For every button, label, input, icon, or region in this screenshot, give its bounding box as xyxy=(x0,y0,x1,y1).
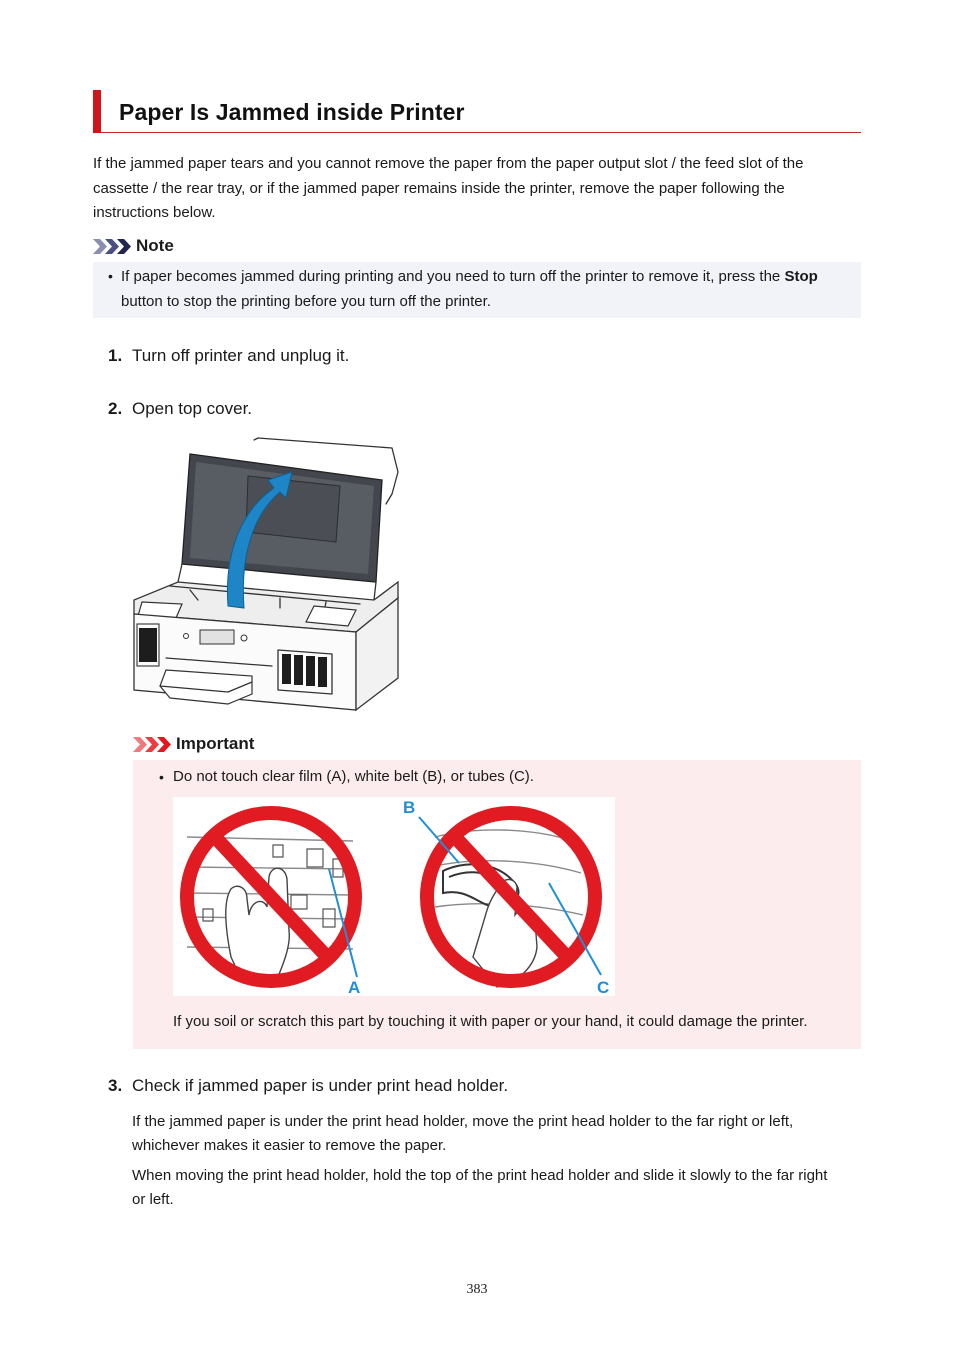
note-text xyxy=(121,265,841,314)
step-number: 1. xyxy=(108,346,123,365)
right-prohibition-scene xyxy=(427,813,595,987)
note-bullet: • xyxy=(108,268,113,284)
title-section xyxy=(93,90,861,133)
important-text: Do not touch clear film (A), white belt (B), or tubes (C). xyxy=(173,768,534,785)
page-number: 383 xyxy=(466,1282,488,1297)
stop-button-label: Stop xyxy=(784,268,818,285)
note-box xyxy=(93,262,861,318)
step-1 xyxy=(108,346,349,366)
intro-paragraph: If the jammed paper tears and you cannot remove the paper from the paper output slot / the feed slot of the cassette / the rear tray, or if the jammed paper remains inside the printer, remove the paper following the instructions below. xyxy=(93,155,804,221)
callout-c: C xyxy=(597,978,610,996)
important-bullet: • xyxy=(159,769,164,785)
note-text-part: If paper becomes jammed during printing and you need to turn off the printer to remove it, press the xyxy=(121,268,785,285)
important-label: Important xyxy=(176,734,255,753)
important-chevron-icon xyxy=(133,737,171,752)
step-text: Check if jammed paper is under print head holder. xyxy=(132,1076,509,1095)
printer-open-cover-illustration xyxy=(130,432,402,714)
note-label: Note xyxy=(136,236,174,255)
step-3-paragraph-2: When moving the print head holder, hold the top of the print head holder and slide it slowly to the far right or left. xyxy=(132,1167,828,1208)
title-accent-bar xyxy=(93,90,101,133)
step-2 xyxy=(108,399,252,419)
do-not-touch-illustration xyxy=(173,797,615,996)
important-warning-text: If you soil or scratch this part by touching it with paper or your hand, it could damage the printer. xyxy=(173,1013,808,1030)
step-text: Open top cover. xyxy=(132,399,253,418)
important-box xyxy=(133,760,861,1049)
step-3-paragraph-1: If the jammed paper is under the print head holder, move the print head holder to the far right or left, whichever makes it easier to remove the paper. xyxy=(132,1113,794,1154)
step-number: 2. xyxy=(108,399,123,418)
note-text-part: button to stop the printing before you turn off the printer. xyxy=(121,292,491,310)
callout-b: B xyxy=(403,798,416,817)
step-number: 3. xyxy=(108,1076,123,1095)
left-prohibition-scene xyxy=(187,813,355,983)
callout-a: A xyxy=(348,978,361,996)
page-title: Paper Is Jammed inside Printer xyxy=(119,99,465,125)
step-3 xyxy=(108,1076,508,1096)
step-text: Turn off printer and unplug it. xyxy=(132,346,350,365)
note-chevron-icon xyxy=(93,239,131,254)
